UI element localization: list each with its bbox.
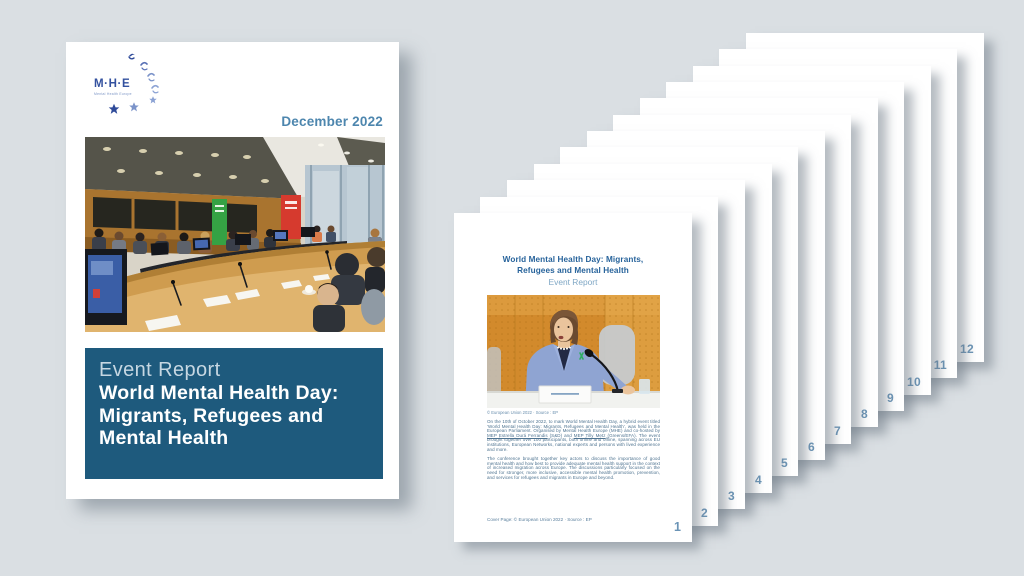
page1-subtitle: Event Report <box>548 277 598 287</box>
page-number: 6 <box>808 440 815 454</box>
page1-body <box>487 420 660 485</box>
page1-title <box>454 255 692 276</box>
cover-date: December 2022 <box>281 114 383 129</box>
cover-title <box>99 382 339 450</box>
mep-link-2[interactable]: MEP Tilly Metz <box>573 432 606 438</box>
cover-title-line1: World Mental Health Day: <box>99 382 339 404</box>
cover-title-line2: Migrants, Refugees and <box>99 404 324 427</box>
intro-paragraph <box>487 420 660 452</box>
page-number: 2 <box>701 506 708 520</box>
page-number: 10 <box>907 375 921 389</box>
page-number: 8 <box>861 407 868 421</box>
page-number: 7 <box>834 424 841 438</box>
cover-kicker: Event Report <box>99 359 221 381</box>
summary-paragraph: The conference brought together key actors to discuss the importance of good mental health and how best to provide adequate mental health support in the context of increased migration across Europe. The discussions particularly focused on the need for stronger, more inclusive, accessible mental health promotion, prevention, and services for refugees and migrants in Europe and beyond. <box>487 456 660 480</box>
page-number: 4 <box>755 473 762 487</box>
cover-title-banner <box>85 348 383 479</box>
speaker-photo <box>487 295 660 408</box>
report-page-1 <box>454 213 692 542</box>
mhe-logo-subtitle: Mental Health Europe <box>94 92 132 96</box>
page1-title-line1: World Mental Health Day: Migrants, <box>502 255 644 264</box>
page-number: 11 <box>933 358 947 372</box>
page-number: 5 <box>781 456 788 470</box>
page1-footer: Cover Page: © European Union 2022 · Source : EP <box>487 517 592 522</box>
intro-text-mid: (S&D) and <box>547 432 574 438</box>
page-number: 9 <box>887 391 894 405</box>
page1-title-line2: Refugees and Mental Health <box>517 265 629 275</box>
photo-credit: © European Union 2022 · Source : EP <box>487 410 559 415</box>
bird-icons <box>129 54 158 93</box>
mep-link-1[interactable]: MEP Estrella Durá Ferrandis <box>487 432 548 438</box>
report-cover-page <box>66 42 399 499</box>
page-number: 1 <box>674 520 681 534</box>
mhe-logo-acronym: M·H·E <box>94 78 131 90</box>
cover-title-line3: Mental Health <box>99 427 229 449</box>
intro-text-post: (Greens/EFA). The event brought together over 100 participants, both online and offline, spanning across EU institutions, European Networks, national experts and persons with lived experience and more. <box>487 432 661 452</box>
conference-room-photo <box>85 137 385 332</box>
intro-text-pre: On the 10th of October 2022, to mark World Mental Health Day, a hybrid event titled ‘World Mental Health Day: Migrants, Refugees and Mental Health’, was held in the European Parliament. Organised by Mental Health Europe (MHE) and co-hosted by <box>487 419 660 434</box>
page-number: 3 <box>728 489 735 503</box>
star-icons <box>109 96 157 114</box>
page-number: 12 <box>960 342 974 356</box>
